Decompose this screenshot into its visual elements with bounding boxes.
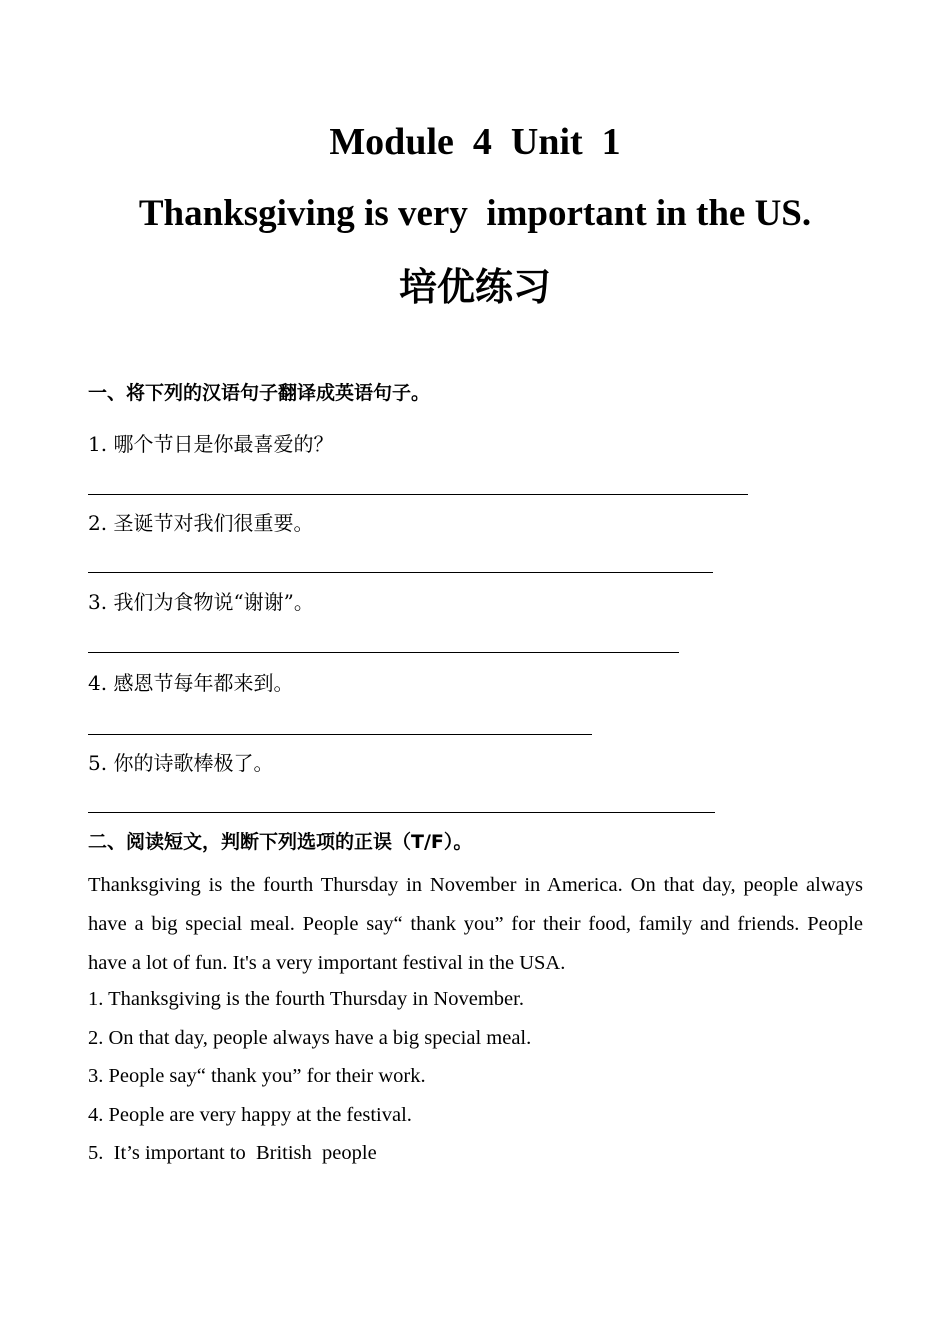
answer-line-4[interactable] xyxy=(88,734,592,735)
reading-passage: Thanksgiving is the fourth Thursday in November in America. On that day, people always have a big special meal. People say“ thank you” for their food, family and friends. People have a lot of fun. It's a very important festival in the USA. xyxy=(88,874,863,974)
translation-item-4: 4. 感恩节每年都来到。 xyxy=(88,671,294,695)
translation-item-1: 1. 哪个节日是你最喜爱的？ xyxy=(88,432,334,456)
translation-item-3: 3. 我们为食物说“谢谢”。 xyxy=(88,590,314,614)
answer-line-5[interactable] xyxy=(88,812,715,813)
section1-heading: 一、将下列的汉语句子翻译成英语句子。 xyxy=(88,382,431,404)
tf-statement-3: 3. People say“ thank you” for their work. xyxy=(88,1065,426,1087)
answer-line-2[interactable] xyxy=(88,572,713,573)
tf-statement-2: 2. On that day, people always have a big special meal. xyxy=(88,1027,532,1049)
tf-statement-4: 4. People are very happy at the festival. xyxy=(88,1104,412,1126)
module-title: Module 4 Unit 1 xyxy=(329,121,621,163)
translation-item-2: 2. 圣诞节对我们很重要。 xyxy=(88,511,314,535)
page-subtitle: 培优练习 xyxy=(398,265,551,309)
answer-line-1[interactable] xyxy=(88,494,748,495)
section2-heading: 二、阅读短文，判断下列选项的正误（T/F）。 xyxy=(88,831,473,853)
lesson-title: Thanksgiving is very important in the US. xyxy=(138,193,812,234)
tf-statement-1: 1. Thanksgiving is the fourth Thursday in November. xyxy=(88,988,524,1010)
translation-item-5: 5. 你的诗歌棒极了。 xyxy=(88,751,274,775)
tf-statement-5: 5. It’s important to British people xyxy=(88,1142,377,1164)
answer-line-3[interactable] xyxy=(88,652,679,653)
